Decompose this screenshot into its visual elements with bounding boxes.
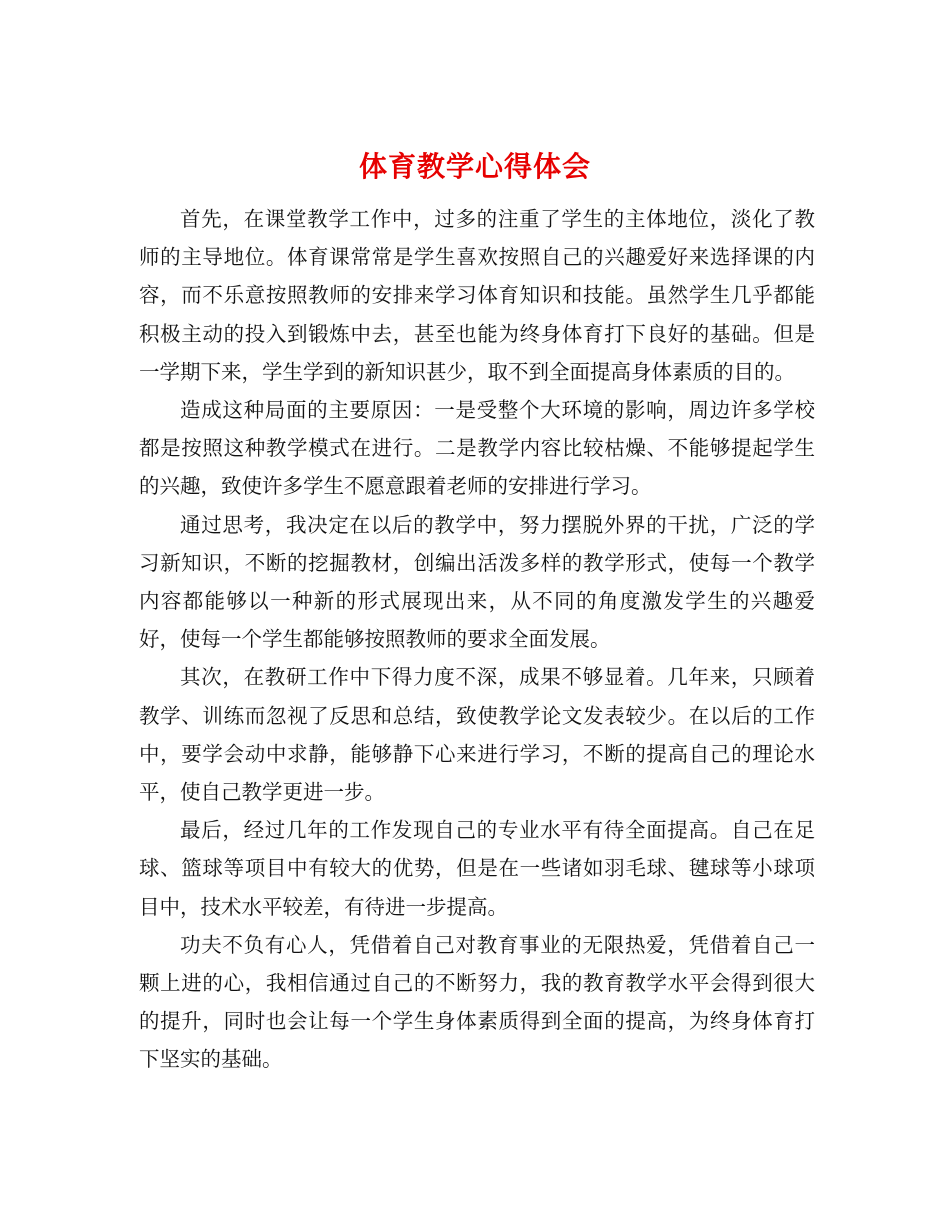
- paragraph-6: 功夫不负有心人，凭借着自己对教育事业的无限热爱，凭借着自己一颗上进的心，我相信通过自己的不断努力，我的教育教学水平会得到很大的提升，同时也会让每一个学生身体素质得到全面的提高，为终身体育打下坚实的基础。: [139, 932, 815, 1072]
- paragraph-1: 首先，在课堂教学工作中，过多的注重了学生的主体地位，淡化了教师的主导地位。体育课常常是学生喜欢按照自己的兴趣爱好来选择课的内容，而不乐意按照教师的安排来学习体育知识和技能。虽然学生几乎都能积极主动的投入到锻炼中去，甚至也能为终身体育打下良好的基础。但是一学期下来，学生学到的新知识甚少，取不到全面提高身体素质的目的。: [139, 207, 815, 384]
- paragraph-4: 其次，在教研工作中下得力度不深，成果不够显着。几年来，只顾着教学、训练而忽视了反思和总结，致使教学论文发表较少。在以后的工作中，要学会动中求静，能够静下心来进行学习，不断的提高自己的理论水平，使自己教学更进一步。: [139, 665, 815, 805]
- document-body: [139, 200, 815, 1079]
- document-title: 体育教学心得体会: [358, 149, 591, 183]
- paragraph-3: 通过思考，我决定在以后的教学中，努力摆脱外界的干扰，广泛的学习新知识，不断的挖掘教材，创编出活泼多样的教学形式，使每一个教学内容都能够以一种新的形式展现出来，从不同的角度激发学生的兴趣爱好，使每一个学生都能够按照教师的要求全面发展。: [139, 512, 815, 652]
- paragraph-5: 最后，经过几年的工作发现自己的专业水平有待全面提高。自己在足球、篮球等项目中有较大的优势，但是在一些诸如羽毛球、毽球等小球项目中，技术水平较差，有待进一步提高。: [139, 818, 815, 919]
- paragraph-2: 造成这种局面的主要原因：一是受整个大环境的影响，周边许多学校都是按照这种教学模式在进行。二是教学内容比较枯燥、不能够提起学生的兴趣，致使许多学生不愿意跟着老师的安排进行学习。: [139, 398, 815, 499]
